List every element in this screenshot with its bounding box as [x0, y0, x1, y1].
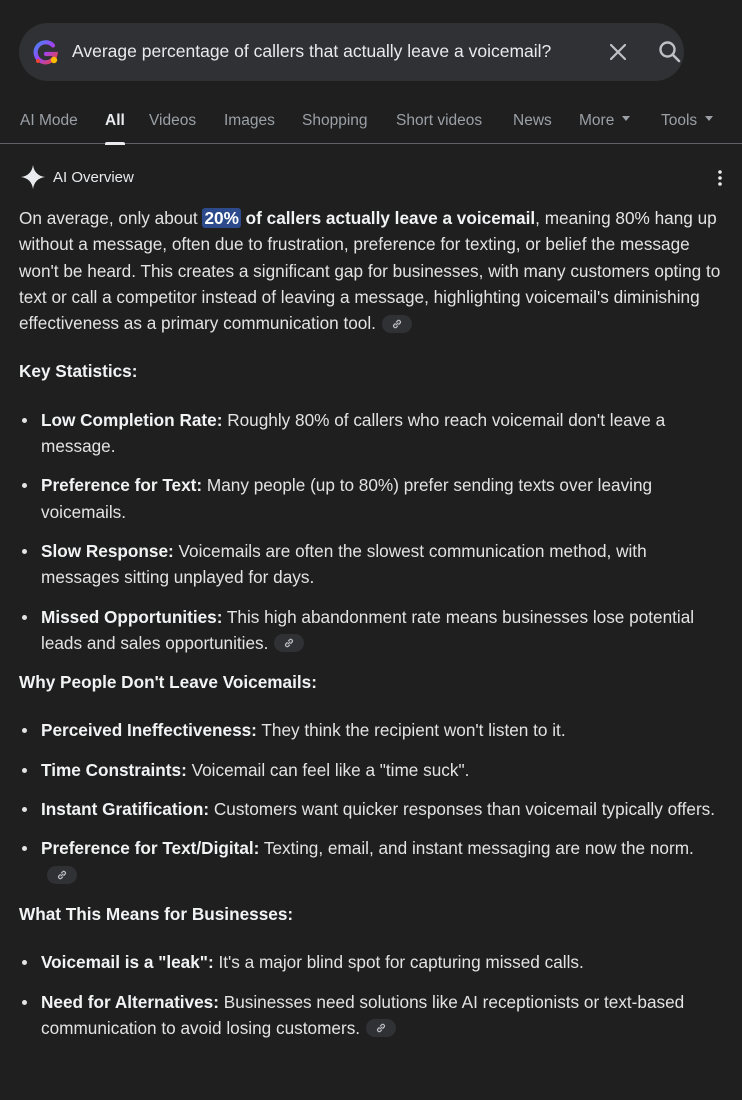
link-icon [56, 869, 68, 881]
google-lens-logo-icon [31, 37, 61, 67]
highlight-percentage: 20% [204, 208, 239, 228]
list-item [41, 757, 725, 783]
intro-bold: of callers actually leave a voicemail [240, 208, 536, 228]
list-item [41, 717, 725, 743]
link-icon [283, 637, 295, 649]
ai-overview-title: AI Overview [53, 168, 134, 186]
more-vert-icon[interactable] [710, 167, 730, 189]
tab-short-videos[interactable]: Short videos [396, 112, 483, 129]
tab-news[interactable]: News [513, 112, 552, 129]
chevron-down-icon [705, 116, 713, 121]
list-item-term: Preference for Text/Digital: [41, 838, 260, 859]
source-link-button[interactable] [382, 315, 412, 333]
tab-videos[interactable]: Videos [149, 112, 197, 129]
list-item-text: Voicemail can feel like a "time suck". [186, 759, 470, 780]
source-link-button[interactable] [274, 634, 304, 652]
list-item [41, 835, 725, 888]
section-heading: Why People Don't Leave Voicemails: [19, 672, 317, 693]
list-item-text: They think the recipient won't listen to it. [256, 720, 566, 741]
intro-post: , meaning 80% hang up without a message, often due to frustration, preference for texting, or belief the message won't be heard. This creates a significant gap for businesses, with many customers opting to text or call a competitor instead of leaving a message, highlighting voicemail's diminishing effectiveness as a primary communication tool. [19, 208, 721, 334]
list-item-text: Businesses need solutions like AI receptionists or text-based communication to avoid losing customers. [41, 991, 685, 1038]
list-item-term: Time Constraints: [41, 759, 187, 780]
list-item [41, 407, 725, 460]
source-link-button[interactable] [47, 866, 77, 884]
list-item [41, 796, 725, 822]
intro-pre: On average, only about [19, 208, 203, 228]
search-bar[interactable] [19, 23, 684, 81]
list-item-term: Perceived Ineffectiveness: [41, 720, 257, 741]
tab-tools[interactable] [661, 112, 713, 130]
sparkle-icon [20, 164, 46, 190]
tab-tools-label: Tools [661, 112, 698, 129]
list-item-text: This high abandonment rate means businesses lose potential leads and sales opportunities. [41, 606, 695, 653]
section-heading: What This Means for Businesses: [19, 903, 294, 924]
link-icon [375, 1022, 387, 1034]
list-item-text: It's a major blind spot for capturing missed calls. [213, 952, 584, 973]
search-icon[interactable] [656, 38, 684, 66]
list-item-term: Slow Response: [41, 540, 174, 561]
list-item [41, 538, 725, 591]
tab-more[interactable] [579, 112, 630, 130]
tab-all[interactable]: All [105, 112, 125, 129]
list-item [41, 989, 725, 1042]
tab-shopping[interactable]: Shopping [302, 112, 368, 129]
section-heading: Key Statistics: [19, 361, 138, 382]
list-item-text: Roughly 80% of callers who reach voicemail don't leave a message. [41, 409, 666, 457]
ai-overview-content [19, 205, 725, 1054]
link-icon [391, 318, 403, 330]
tab-more-label: More [579, 112, 615, 129]
list-item-term: Instant Gratification: [41, 799, 210, 820]
ai-overview-header [20, 163, 134, 191]
list-item [41, 949, 725, 975]
intro-paragraph [19, 205, 725, 336]
search-input[interactable]: Average percentage of callers that actually leave a voicemail? [72, 41, 552, 61]
list-item-text: Many people (up to 80%) prefer sending texts over leaving voicemails. [41, 475, 653, 522]
key-statistics-list [19, 407, 725, 656]
close-icon[interactable] [605, 39, 631, 65]
list-item-term: Voicemail is a "leak": [41, 952, 214, 973]
list-item [41, 604, 725, 657]
search-tabs [0, 107, 742, 144]
chevron-down-icon [622, 116, 630, 121]
why-list [19, 717, 725, 887]
list-item-term: Low Completion Rate: [41, 409, 223, 430]
source-link-button[interactable] [366, 1019, 396, 1037]
tab-images[interactable]: Images [224, 112, 275, 129]
business-list [19, 949, 725, 1041]
list-item-term: Missed Opportunities: [41, 606, 223, 627]
list-item-term: Preference for Text: [41, 475, 203, 496]
list-item-text: Voicemails are often the slowest communication method, with messages sitting unplayed for days. [41, 540, 647, 588]
list-item-term: Need for Alternatives: [41, 991, 219, 1012]
list-item-text: Customers want quicker responses than voicemail typically offers. [209, 799, 716, 820]
list-item [41, 472, 725, 525]
tab-ai-mode[interactable]: AI Mode [20, 112, 78, 129]
list-item-text: Texting, email, and instant messaging are now the norm. [259, 838, 694, 859]
